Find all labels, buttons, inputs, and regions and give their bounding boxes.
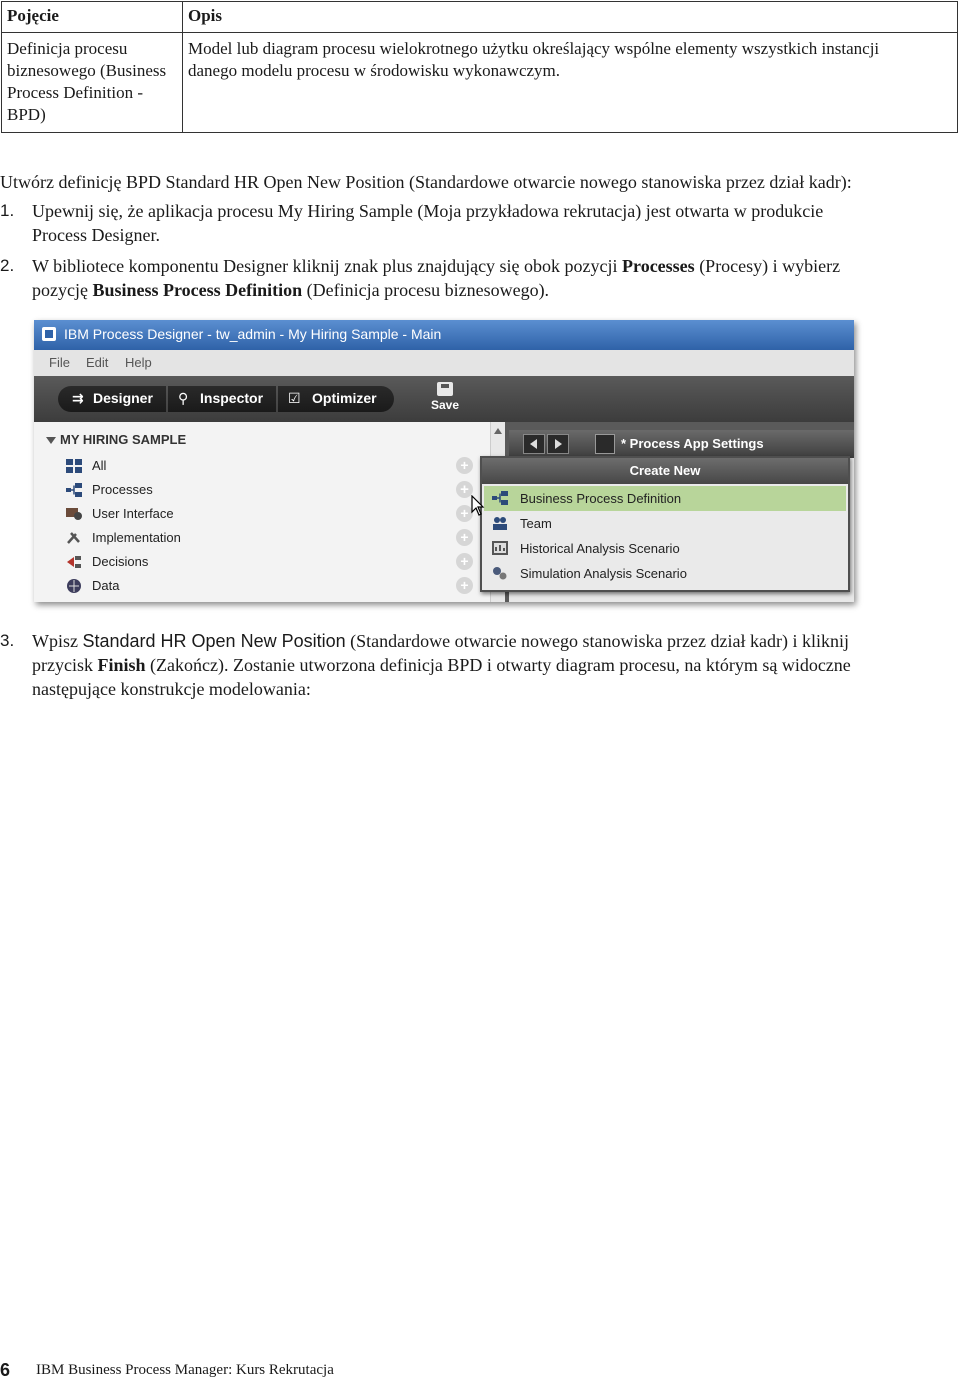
create-new-popup (480, 456, 850, 592)
typed-value: Standard HR Open New Position (82, 631, 346, 651)
window-titlebar (34, 320, 854, 350)
window-title: IBM Process Designer - tw_admin - My Hiring Sample - Main (64, 326, 442, 342)
main-toolbar (34, 376, 854, 422)
library-item-all[interactable]: All (34, 454, 490, 478)
app-icon (42, 327, 56, 341)
header-term: Pojęcie (2, 2, 183, 33)
process-icon (66, 483, 82, 497)
footer-text: IBM Business Process Manager: Kurs Rekrutacja (36, 1362, 334, 1378)
menu-file[interactable]: File (49, 355, 70, 370)
editor-tabbar (509, 430, 854, 458)
library-title[interactable]: MY HIRING SAMPLE (46, 432, 186, 447)
process-app-settings-tab[interactable]: * Process App Settings (621, 436, 764, 451)
menu-edit[interactable]: Edit (86, 355, 109, 370)
add-all-plus-icon[interactable]: + (456, 457, 473, 474)
add-data-plus-icon[interactable]: + (456, 577, 473, 594)
tab-inspector[interactable]: ⚲ Inspector (168, 386, 276, 412)
decisions-icon (66, 555, 82, 569)
process-designer-screenshot (34, 320, 854, 602)
simulation-icon (492, 566, 508, 580)
save-button[interactable]: Save (428, 382, 462, 412)
term-line: biznesowego (Business (7, 61, 167, 80)
user-interface-icon (66, 507, 82, 521)
add-implementation-plus-icon[interactable]: + (456, 529, 473, 546)
grid-icon (66, 459, 82, 473)
team-icon (492, 516, 508, 530)
forward-arrow-icon[interactable] (547, 434, 569, 454)
page-number: 6 (0, 1360, 11, 1380)
data-icon (66, 579, 82, 593)
library-item-processes[interactable]: Processes + (34, 478, 490, 502)
settings-tab-icon (595, 434, 615, 454)
popup-item-bpd[interactable]: Business Process Definition (484, 486, 846, 511)
add-decision-plus-icon[interactable]: + (456, 553, 473, 570)
designer-icon: ⇉ (72, 390, 84, 406)
menu-help[interactable]: Help (125, 355, 152, 370)
term-cell (2, 33, 183, 133)
library-panel (34, 422, 490, 602)
term-line: Process Definition - (7, 83, 143, 102)
add-ui-plus-icon[interactable]: + (456, 505, 473, 522)
back-arrow-icon[interactable] (523, 434, 545, 454)
historical-icon (492, 541, 508, 555)
definition-table (1, 1, 958, 133)
step-number: 2. (0, 256, 15, 275)
step-3 (0, 629, 955, 701)
disk-icon (437, 382, 453, 396)
step-text: W bibliotece komponentu Designer kliknij znak plus znajdujący się obok pozycji Processes (Procesy) i wybierz pozycję Business Process Definition (Definicja procesu biznesowego). (32, 256, 841, 300)
tools-icon (66, 531, 82, 545)
step-number: 3. (0, 631, 15, 650)
description-line: danego modelu procesu w środowisku wykonawczym. (188, 61, 561, 80)
library-item-implementation[interactable]: Implementation (34, 526, 490, 550)
library-item-decisions[interactable]: Decisions (34, 550, 490, 574)
step-1 (0, 199, 955, 247)
process-icon (492, 491, 508, 505)
optimizer-icon: ☑ (288, 390, 301, 406)
tab-designer[interactable]: ⇉ Designer (58, 386, 166, 412)
collapse-icon (46, 437, 56, 444)
popup-item-simulation[interactable]: Simulation Analysis Scenario (484, 561, 846, 586)
magnifier-icon: ⚲ (178, 390, 189, 406)
scroll-up-icon (494, 428, 502, 434)
popup-item-team[interactable]: Team (484, 511, 846, 536)
intro-paragraph: Utwórz definicję BPD Standard HR Open New Position (Standardowe otwarcie nowego stanowiska przez dział kadr): (0, 172, 852, 192)
step-number: 1. (0, 201, 15, 220)
term-line: Definicja procesu (7, 39, 128, 58)
library-item-user-interface[interactable]: User Interface (34, 502, 490, 526)
step-text: Wpisz Standard HR Open New Position (Standardowe otwarcie nowego stanowiska przez dział kadr) i kliknij przycisk Finish (Zakończ). Zostanie utworzona definicja BPD i otwarty diagram procesu, na którym są widoczne następujące konstrukcje modelowania: (32, 631, 851, 699)
library-item-data[interactable]: Data (34, 574, 490, 598)
description-cell (183, 33, 958, 133)
add-process-plus-icon[interactable]: + (456, 481, 473, 498)
step-2 (0, 254, 955, 302)
step-text: Upewnij się, że aplikacja procesu My Hiring Sample (Moja przykładowa rekrutacja) jest otwarta w produkcie Process Designer. (32, 201, 824, 245)
description-line: Model lub diagram procesu wielokrotnego użytku określający wspólne elementy wszystkich instancji (188, 39, 880, 58)
popup-item-historical[interactable]: Historical Analysis Scenario (484, 536, 846, 561)
term-line: BPD) (7, 105, 46, 124)
mouse-cursor-icon (471, 495, 485, 517)
header-description: Opis (183, 2, 958, 33)
menu-bar (34, 350, 854, 377)
popup-title: Create New (482, 458, 848, 484)
tab-optimizer[interactable]: ☑ Optimizer (278, 386, 394, 412)
